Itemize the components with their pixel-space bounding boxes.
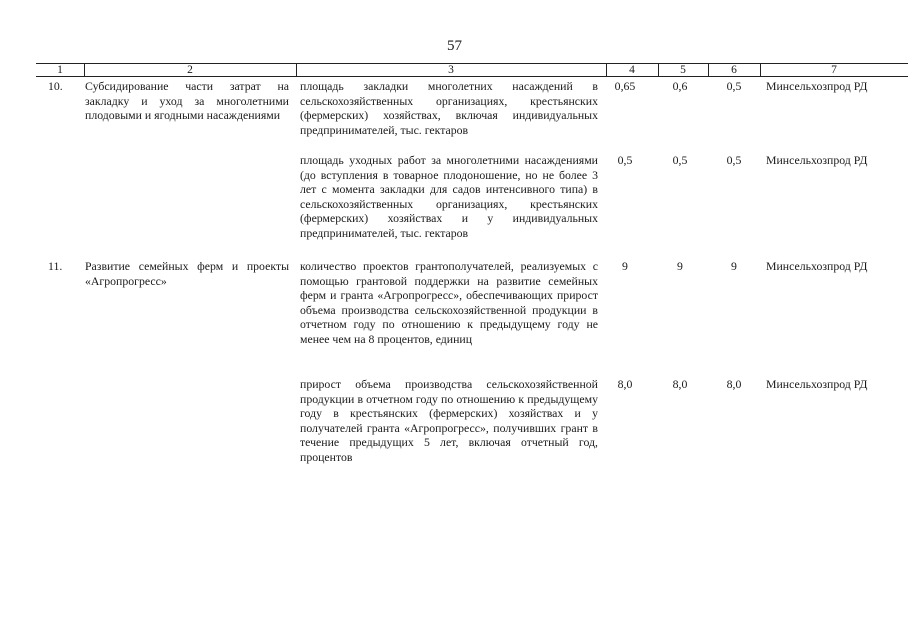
- value-col-4: 0,5: [617, 153, 633, 167]
- value-col-5: 8,0: [672, 377, 688, 391]
- row-number: 11.: [48, 259, 63, 273]
- value-col-6: 8,0: [726, 377, 742, 391]
- indicator-text: прирост объема производства сельскохозяйственной продукции в отчетном году по отношению к предыдущему году в крестьянских (фермерских) хозяйствах и у получателей гранта «Агропрогресс», получивших грант в течение предыдущих 5 лет, включая отчетный год, процентов: [300, 377, 598, 464]
- value-col-6: 9: [731, 259, 737, 273]
- header-col-7: 7: [831, 64, 837, 76]
- header-col-4: 4: [629, 64, 635, 76]
- responsible-org: Минсельхозпрод РД: [766, 153, 868, 167]
- value-col-5: 0,6: [672, 79, 688, 93]
- row-number: 10.: [48, 79, 63, 93]
- value-col-6: 0,5: [726, 79, 742, 93]
- responsible-org: Минсельхозпрод РД: [766, 259, 868, 273]
- measure-name: Развитие семейных ферм и проекты «Агропрогресс»: [85, 259, 289, 288]
- value-col-6: 0,5: [726, 153, 742, 167]
- indicator-text: площадь уходных работ за многолетними насаждениями (до вступления в товарное плодоношение, но не более 3 лет с момента закладки для садов интенсивного типа) в сельскохозяйственных организациях, крестьянских (фермерских) хозяйствах и у индивидуальных предпринимателей, тыс. гектаров: [300, 153, 598, 240]
- value-col-5: 9: [677, 259, 683, 273]
- header-col-1: 1: [57, 64, 63, 76]
- value-col-4: 0,65: [614, 79, 636, 93]
- header-col-3: 3: [448, 64, 454, 76]
- header-col-2: 2: [187, 64, 193, 76]
- value-col-4: 8,0: [617, 377, 633, 391]
- measure-name: Субсидирование части затрат на закладку и уход за многолетними плодовыми и ягодными насаждениями: [85, 79, 289, 123]
- value-col-4: 9: [622, 259, 628, 273]
- indicator-text: количество проектов грантополучателей, реализуемых с помощью грантовой поддержки на развитие семейных ферм и гранта «Агропрогресс», обеспечивающих прирост объема производства сельскохозяйственной продукции в отчетном году по отношению к предыдущему году не менее чем на 8 процентов, единиц: [300, 259, 598, 346]
- responsible-org: Минсельхозпрод РД: [766, 377, 868, 391]
- value-col-5: 0,5: [672, 153, 688, 167]
- indicator-text: площадь закладки многолетних насаждений в сельскохозяйственных организациях, крестьянских (фермерских) хозяйствах, включая индивидуальных предпринимателей, тыс. гектаров: [300, 79, 598, 137]
- table-header: [36, 63, 908, 77]
- header-col-5: 5: [680, 64, 686, 76]
- page-number: 57: [447, 38, 462, 54]
- header-col-6: 6: [731, 64, 737, 76]
- responsible-org: Минсельхозпрод РД: [766, 79, 868, 93]
